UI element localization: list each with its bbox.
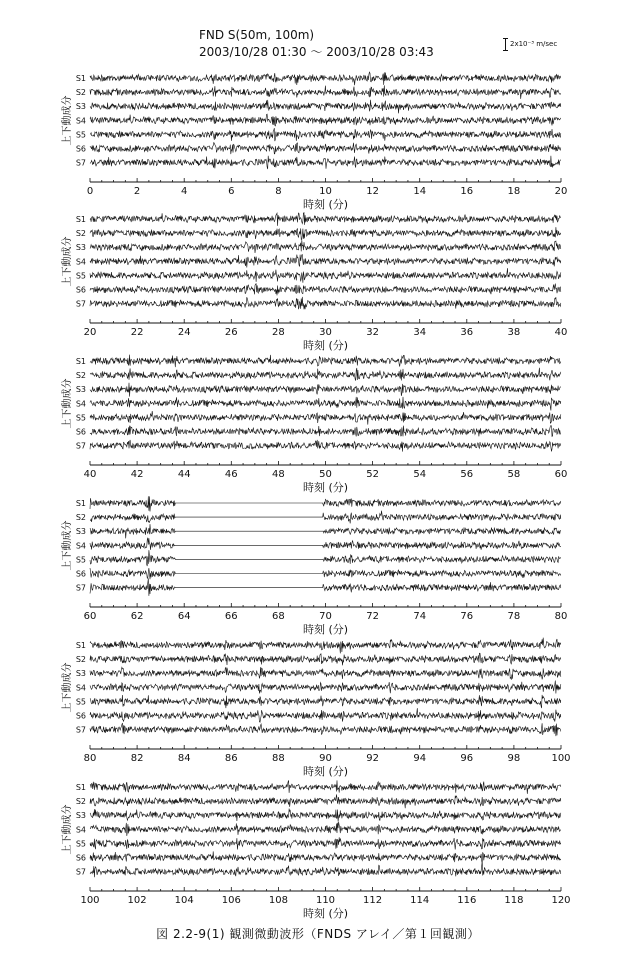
x-axis-title: 時刻 (分) (302, 198, 349, 211)
x-tick-label: 26 (224, 327, 238, 338)
trace-s1 (90, 780, 561, 793)
x-tick-label: 114 (410, 895, 430, 906)
station-label: S2 (75, 797, 86, 807)
y-axis-label: 上下動成分 (62, 236, 73, 287)
x-tick-label: 116 (457, 895, 477, 906)
trace-s5 (90, 837, 561, 849)
trace-s2 (90, 85, 561, 99)
station-label: S4 (75, 116, 86, 126)
x-tick-label: 18 (507, 186, 521, 197)
x-tick-label: 98 (507, 753, 521, 764)
x-tick-label: 28 (272, 327, 285, 338)
station-label: S4 (75, 541, 86, 551)
station-label: S5 (75, 413, 86, 423)
trace-s6 (90, 851, 561, 862)
station-label: S3 (75, 102, 86, 112)
trace-s7 (90, 440, 561, 452)
y-axis-label: 上下動成分 (62, 95, 73, 146)
station-label: S5 (75, 839, 86, 849)
trace-s5 (90, 268, 561, 283)
x-tick-label: 80 (554, 611, 568, 622)
trace-s6 (90, 568, 561, 579)
x-tick-label: 96 (460, 753, 474, 764)
x-tick-label: 88 (272, 753, 285, 764)
chart-panel-6 (60, 780, 571, 920)
station-label: S2 (75, 229, 86, 239)
station-label: S4 (75, 257, 86, 267)
x-tick-label: 70 (319, 611, 332, 622)
trace-s5 (90, 128, 561, 141)
trace-s2 (90, 794, 561, 808)
x-tick-label: 52 (366, 469, 379, 480)
trace-s3 (90, 524, 561, 538)
station-label: S6 (75, 427, 86, 437)
x-tick-label: 76 (460, 611, 474, 622)
station-label: S7 (75, 299, 86, 309)
station-label: S3 (75, 243, 86, 253)
x-tick-label: 72 (366, 611, 379, 622)
station-label: S7 (75, 158, 86, 168)
trace-s3 (90, 240, 561, 253)
station-label: S1 (75, 641, 86, 650)
trace-s6 (90, 708, 561, 722)
station-label: S3 (75, 669, 86, 679)
trace-s6 (90, 143, 561, 155)
x-axis-title: 時刻 (分) (302, 907, 349, 920)
station-label: S6 (75, 853, 86, 863)
station-label: S2 (75, 655, 86, 665)
x-tick-label: 84 (177, 753, 191, 764)
trace-s5 (90, 695, 561, 708)
y-axis-label: 上下動成分 (62, 662, 73, 713)
trace-s7 (90, 723, 561, 736)
station-label: S2 (75, 371, 86, 381)
station-label: S6 (75, 711, 86, 721)
trace-s7 (90, 861, 561, 877)
trace-s2 (90, 368, 561, 381)
station-label: S1 (75, 74, 86, 83)
x-tick-label: 40 (83, 469, 97, 480)
x-tick-label: 2 (133, 186, 141, 197)
trace-s4 (90, 255, 561, 268)
station-label: S6 (75, 285, 86, 295)
x-tick-label: 60 (554, 469, 568, 480)
x-tick-label: 100 (551, 753, 571, 764)
trace-s4 (90, 822, 561, 836)
x-tick-label: 106 (221, 895, 241, 906)
trace-s2 (90, 227, 561, 239)
x-tick-label: 32 (366, 327, 379, 338)
x-axis-title: 時刻 (分) (302, 339, 349, 352)
y-axis-label: 上下動成分 (62, 520, 73, 571)
x-tick-label: 58 (507, 469, 521, 480)
amplitude-scale-label: 2x10⁻³ m/sec (510, 40, 558, 48)
x-tick-label: 36 (460, 327, 474, 338)
station-title: FND S(50m, 100m) (199, 28, 315, 42)
station-label: S3 (75, 811, 86, 821)
trace-s4 (90, 538, 561, 550)
x-tick-label: 66 (224, 611, 238, 622)
trace-s3 (90, 667, 561, 680)
station-label: S4 (75, 825, 86, 835)
trace-s5 (90, 550, 561, 566)
x-tick-label: 82 (130, 753, 144, 764)
x-tick-label: 30 (319, 327, 332, 338)
x-tick-label: 108 (268, 895, 288, 906)
chart-panel-1 (60, 72, 567, 211)
x-axis-title: 時刻 (分) (302, 623, 349, 636)
trace-s6 (90, 426, 561, 437)
station-label: S1 (75, 215, 86, 224)
amplitude-scale-bar (503, 38, 508, 51)
station-label: S1 (75, 499, 86, 508)
station-label: S1 (75, 357, 86, 366)
station-label: S7 (75, 867, 86, 877)
x-tick-label: 20 (554, 186, 568, 197)
x-tick-label: 118 (504, 895, 524, 906)
x-tick-label: 48 (272, 469, 285, 480)
x-tick-label: 8 (275, 186, 282, 197)
trace-s2 (90, 653, 561, 665)
trace-s3 (90, 383, 561, 397)
trace-s1 (90, 496, 561, 511)
station-label: S7 (75, 725, 86, 735)
x-tick-label: 64 (177, 611, 191, 622)
station-label: S1 (75, 783, 86, 792)
x-tick-label: 112 (363, 895, 383, 906)
x-tick-label: 0 (86, 186, 94, 197)
x-tick-label: 74 (413, 611, 427, 622)
x-tick-label: 90 (319, 753, 332, 764)
x-tick-label: 60 (83, 611, 97, 622)
x-tick-label: 50 (319, 469, 332, 480)
x-tick-label: 104 (174, 895, 194, 906)
station-label: S3 (75, 527, 86, 537)
x-tick-label: 42 (130, 469, 144, 480)
station-label: S5 (75, 697, 86, 707)
x-tick-label: 54 (413, 469, 427, 480)
station-label: S2 (75, 88, 86, 98)
x-tick-label: 62 (130, 611, 144, 622)
x-tick-label: 38 (507, 327, 521, 338)
x-tick-label: 14 (413, 186, 427, 197)
x-tick-label: 94 (413, 753, 427, 764)
chart-panel-5 (60, 638, 571, 778)
trace-s4 (90, 397, 561, 411)
trace-s4 (90, 114, 561, 126)
time-range: 2003/10/28 01:30 ～ 2003/10/28 03:43 (199, 45, 434, 59)
trace-s1 (90, 638, 561, 654)
x-tick-label: 22 (130, 327, 144, 338)
x-axis-title: 時刻 (分) (302, 765, 349, 778)
x-tick-label: 34 (413, 327, 427, 338)
trace-s1 (90, 72, 561, 85)
x-tick-label: 68 (272, 611, 285, 622)
x-tick-label: 10 (319, 186, 332, 197)
x-tick-label: 110 (315, 895, 336, 906)
x-tick-label: 24 (177, 327, 191, 338)
trace-s1 (90, 355, 561, 367)
station-label: S4 (75, 399, 86, 409)
x-axis-title: 時刻 (分) (302, 481, 349, 494)
chart-panel-2 (60, 213, 567, 352)
x-tick-label: 86 (224, 753, 238, 764)
station-label: S5 (75, 555, 86, 565)
x-tick-label: 56 (460, 469, 474, 480)
station-label: S5 (75, 130, 86, 140)
station-label: S6 (75, 144, 86, 154)
trace-s1 (90, 213, 561, 226)
trace-s7 (90, 156, 561, 169)
station-label: S7 (75, 583, 86, 593)
trace-s3 (90, 100, 561, 114)
x-tick-label: 4 (181, 186, 188, 197)
station-label: S4 (75, 683, 86, 693)
figure-caption: 図 2.2-9(1) 観測微動波形（FNDS アレイ／第１回観測） (156, 927, 480, 941)
x-tick-label: 20 (83, 327, 97, 338)
trace-s3 (90, 809, 561, 822)
x-tick-label: 6 (228, 186, 235, 197)
station-label: S2 (75, 513, 86, 523)
y-axis-label: 上下動成分 (62, 378, 73, 429)
x-tick-label: 80 (83, 753, 97, 764)
x-tick-label: 100 (80, 895, 100, 906)
trace-s7 (90, 297, 561, 309)
x-tick-label: 44 (177, 469, 191, 480)
x-tick-label: 16 (460, 186, 474, 197)
station-label: S7 (75, 441, 86, 451)
trace-s7 (90, 578, 561, 596)
x-tick-label: 102 (127, 895, 147, 906)
trace-s4 (90, 681, 561, 694)
trace-s2 (90, 511, 561, 524)
station-label: S3 (75, 385, 86, 395)
trace-s6 (90, 284, 561, 296)
station-label: S5 (75, 271, 86, 281)
trace-s5 (90, 411, 561, 425)
x-tick-label: 120 (551, 895, 571, 906)
x-tick-label: 46 (224, 469, 238, 480)
chart-panel-3 (60, 355, 567, 494)
x-tick-label: 40 (554, 327, 568, 338)
x-tick-label: 78 (507, 611, 521, 622)
x-tick-label: 92 (366, 753, 379, 764)
chart-panel-4 (60, 496, 567, 636)
y-axis-label: 上下動成分 (62, 804, 73, 855)
station-label: S6 (75, 569, 86, 579)
x-tick-label: 12 (366, 186, 379, 197)
